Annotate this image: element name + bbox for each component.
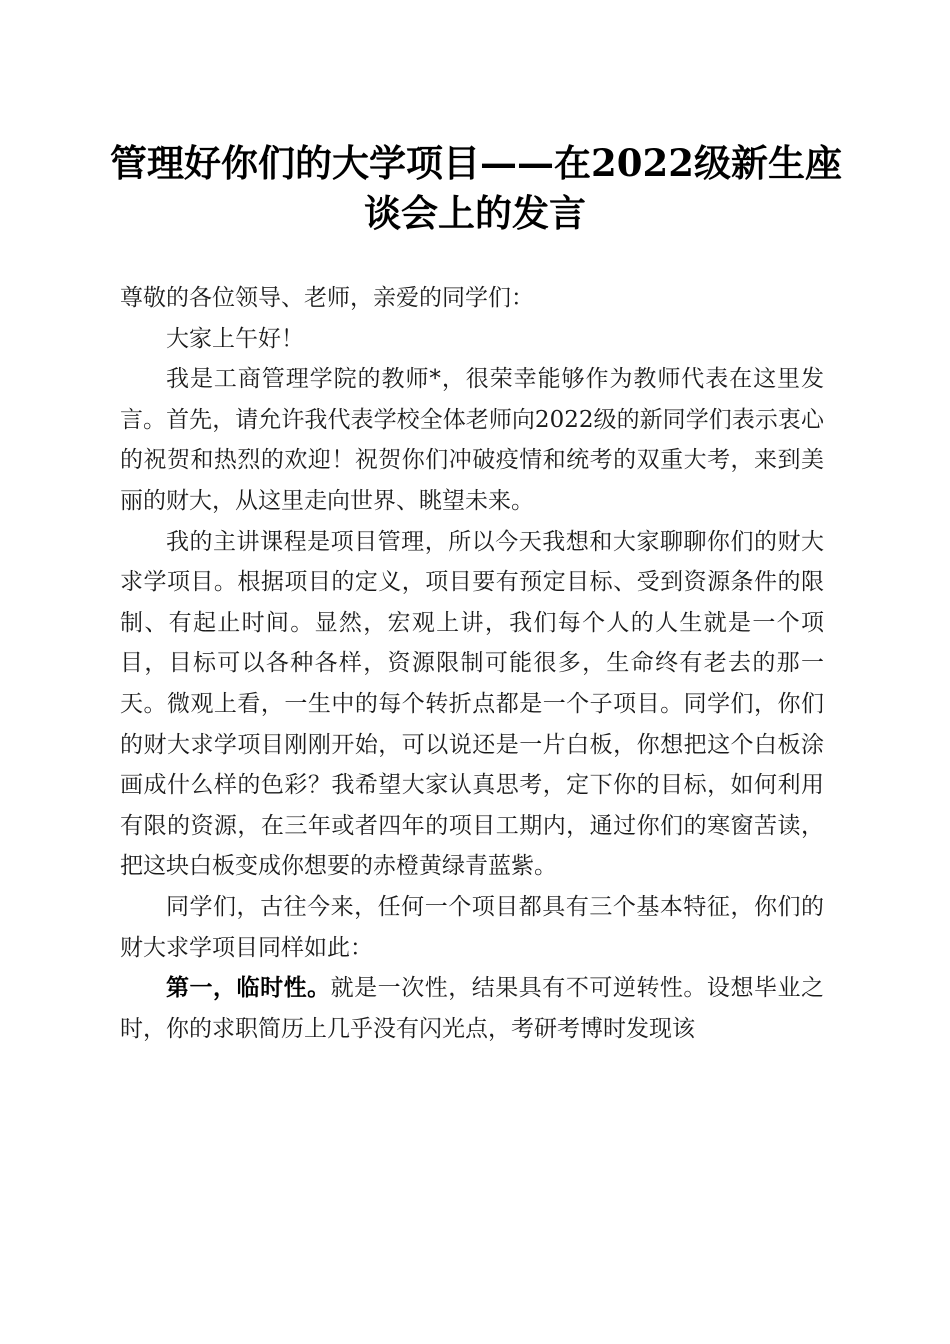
paragraph-1: 我是工商管理学院的教师*，很荣幸能够作为教师代表在这里发言。首先，请允许我代表学校全体老师向2022级的新同学们表示衷心的祝贺和热烈的欢迎！祝贺你们冲破疫情和统考的双重大考，来到美丽的财大，从这里走向世界、眺望未来。	[120, 366, 824, 514]
document-body	[120, 278, 824, 1049]
title-line-2: 谈会上的发言	[364, 191, 586, 235]
paragraph-2: 我的主讲课程是项目管理，所以今天我想和大家聊聊你们的财大求学项目。根据项目的定义，项目要有预定目标、受到资源条件的限制、有起止时间。显然，宏观上讲，我们每个人的人生就是一个项目，目标可以各种各样，资源限制可能很多，生命终有老去的那一天。微观上看，一生中的每个转折点都是一个子项目。同学们，你们的财大求学项目刚刚开始，可以说还是一片白板，你想把这个白板涂画成什么样的色彩？我希望大家认真思考，定下你的目标，如何利用有限的资源，在三年或者四年的项目工期内，通过你们的寒窗苦读，把这块白板变成你想要的赤橙黄绿青蓝紫。	[120, 528, 824, 880]
paragraph-4	[120, 968, 824, 1049]
greeting: 大家上午好！	[166, 325, 304, 352]
salutation: 尊敬的各位领导、老师，亲爱的同学们：	[120, 285, 534, 311]
title-line-1: 管理好你们的大学项目——在2022级新生座	[110, 141, 842, 185]
paragraph-4-text: 就是一次性，结果具有不可逆转性。设想毕业之时，你的求职简历上几乎没有闪光点，考研考博时发现该	[120, 975, 825, 1042]
document-title	[110, 138, 840, 238]
paragraph-3: 同学们，古往今来，任何一个项目都具有三个基本特征，你们的财大求学项目同样如此：	[120, 893, 824, 961]
paragraph-4-lead: 第一，临时性。	[166, 974, 331, 1002]
